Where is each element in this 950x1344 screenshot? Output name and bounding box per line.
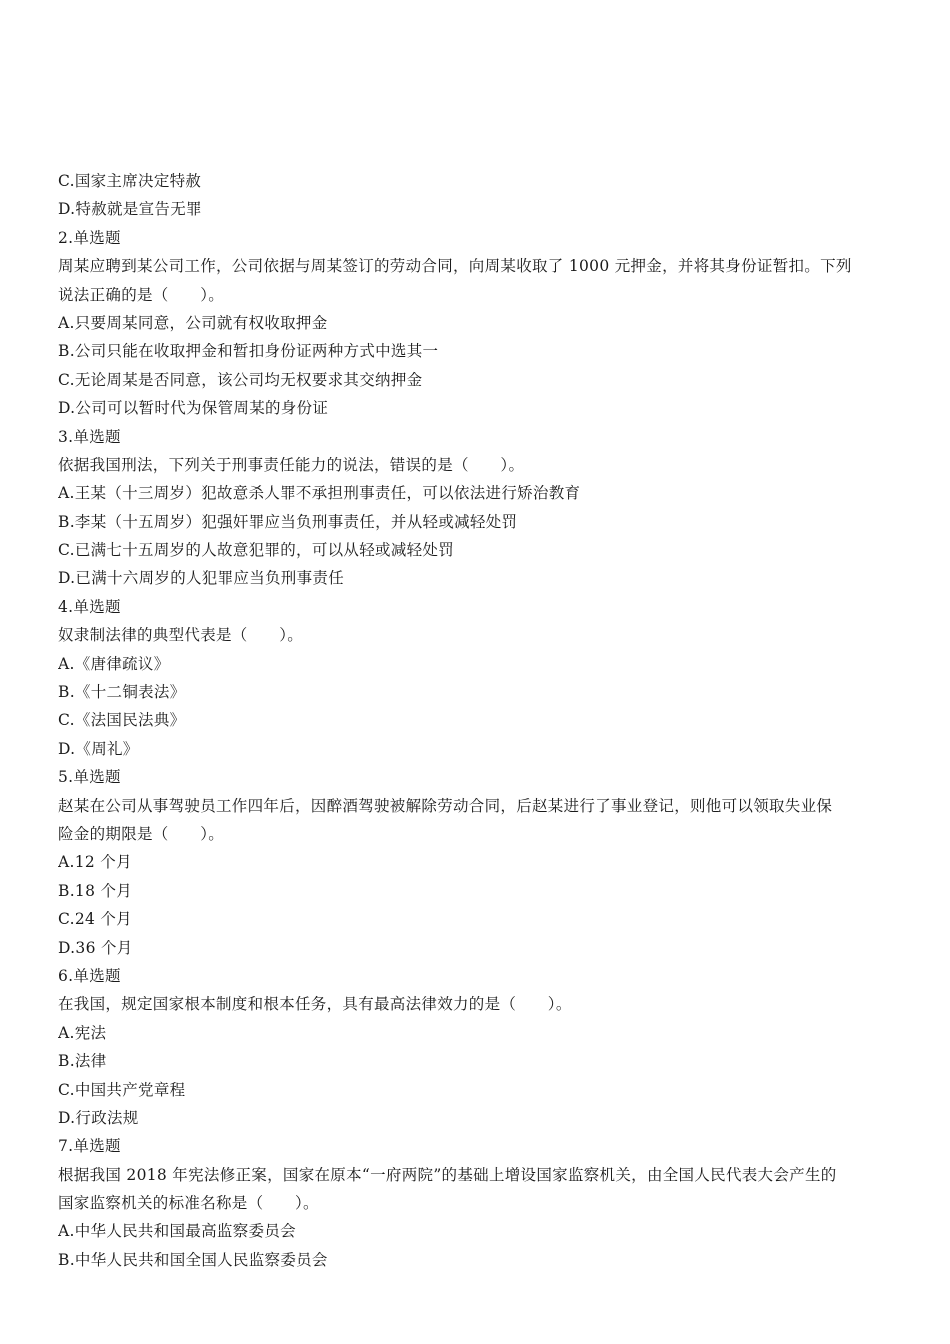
answer-option: B.李某（十五周岁）犯强奸罪应当负刑事责任，并从轻或减轻处罚 xyxy=(58,512,518,531)
question-stem: 说法正确的是（ ）。 xyxy=(58,285,225,304)
question-heading: 2.单选题 xyxy=(58,228,121,247)
answer-option: A.中华人民共和国最高监察委员会 xyxy=(58,1222,296,1241)
answer-option: C.国家主席决定特赦 xyxy=(58,172,202,190)
answer-option: B.公司只能在收取押金和暂扣身份证两种方式中选其一 xyxy=(58,342,439,361)
question-stem: 险金的期限是（ ）。 xyxy=(58,824,225,843)
answer-option: A.12 个月 xyxy=(58,853,132,872)
answer-option: D.公司可以暂时代为保管周某的身份证 xyxy=(58,399,329,418)
answer-option: A.《唐律疏议》 xyxy=(58,654,170,673)
answer-option: B.中华人民共和国全国人民监察委员会 xyxy=(58,1250,328,1269)
answer-option: D.已满十六周岁的人犯罪应当负刑事责任 xyxy=(58,569,345,588)
answer-option: C.中国共产党章程 xyxy=(58,1080,186,1099)
question-heading: 5.单选题 xyxy=(58,768,121,787)
question-stem: 依据我国刑法，下列关于刑事责任能力的说法，错误的是（ ）。 xyxy=(58,455,525,474)
answer-option: B.法律 xyxy=(58,1052,107,1071)
exam-document xyxy=(58,167,898,1274)
question-stem: 在我国，规定国家根本制度和根本任务，具有最高法律效力的是（ ）。 xyxy=(58,995,572,1014)
question-stem: 国家监察机关的标准名称是（ ）。 xyxy=(58,1194,319,1213)
answer-option: A.只要周某同意，公司就有权收取押金 xyxy=(58,313,328,332)
question-stem: 根据我国 2018 年宪法修正案，国家在原本“一府两院”的基础上增设国家监察机关，由全国人民代表大会产生的 xyxy=(58,1165,837,1184)
answer-option: D.36 个月 xyxy=(58,938,133,957)
answer-option: D.行政法规 xyxy=(58,1108,139,1127)
question-stem: 赵某在公司从事驾驶员工作四年后，因醉酒驾驶被解除劳动合同，后赵某进行了事业登记，则他可以领取失业保 xyxy=(58,796,833,815)
question-stem: 奴隶制法律的典型代表是（ ）。 xyxy=(58,626,304,645)
answer-option: B.18 个月 xyxy=(58,881,133,900)
answer-option: C.无论周某是否同意，该公司均无权要求其交纳押金 xyxy=(58,370,423,389)
question-heading: 3.单选题 xyxy=(58,427,121,446)
question-stem: 周某应聘到某公司工作，公司依据与周某签订的劳动合同，向周某收取了 1000 元押金，并将其身份证暂扣。下列 xyxy=(58,257,852,276)
question-heading: 7.单选题 xyxy=(58,1137,121,1156)
answer-option: A.王某（十三周岁）犯故意杀人罪不承担刑事责任，可以依法进行矫治教育 xyxy=(58,484,581,503)
answer-option: B.《十二铜表法》 xyxy=(58,683,186,702)
answer-option: C.已满七十五周岁的人故意犯罪的，可以从轻或减轻处罚 xyxy=(58,541,455,560)
answer-option: C.24 个月 xyxy=(58,910,132,929)
answer-option: D.《周礼》 xyxy=(58,739,139,758)
answer-option: D.特赦就是宣告无罪 xyxy=(58,200,202,219)
question-heading: 6.单选题 xyxy=(58,966,121,985)
question-heading: 4.单选题 xyxy=(58,597,121,616)
answer-option: C.《法国民法典》 xyxy=(58,711,186,730)
answer-option: A.宪法 xyxy=(58,1023,107,1042)
